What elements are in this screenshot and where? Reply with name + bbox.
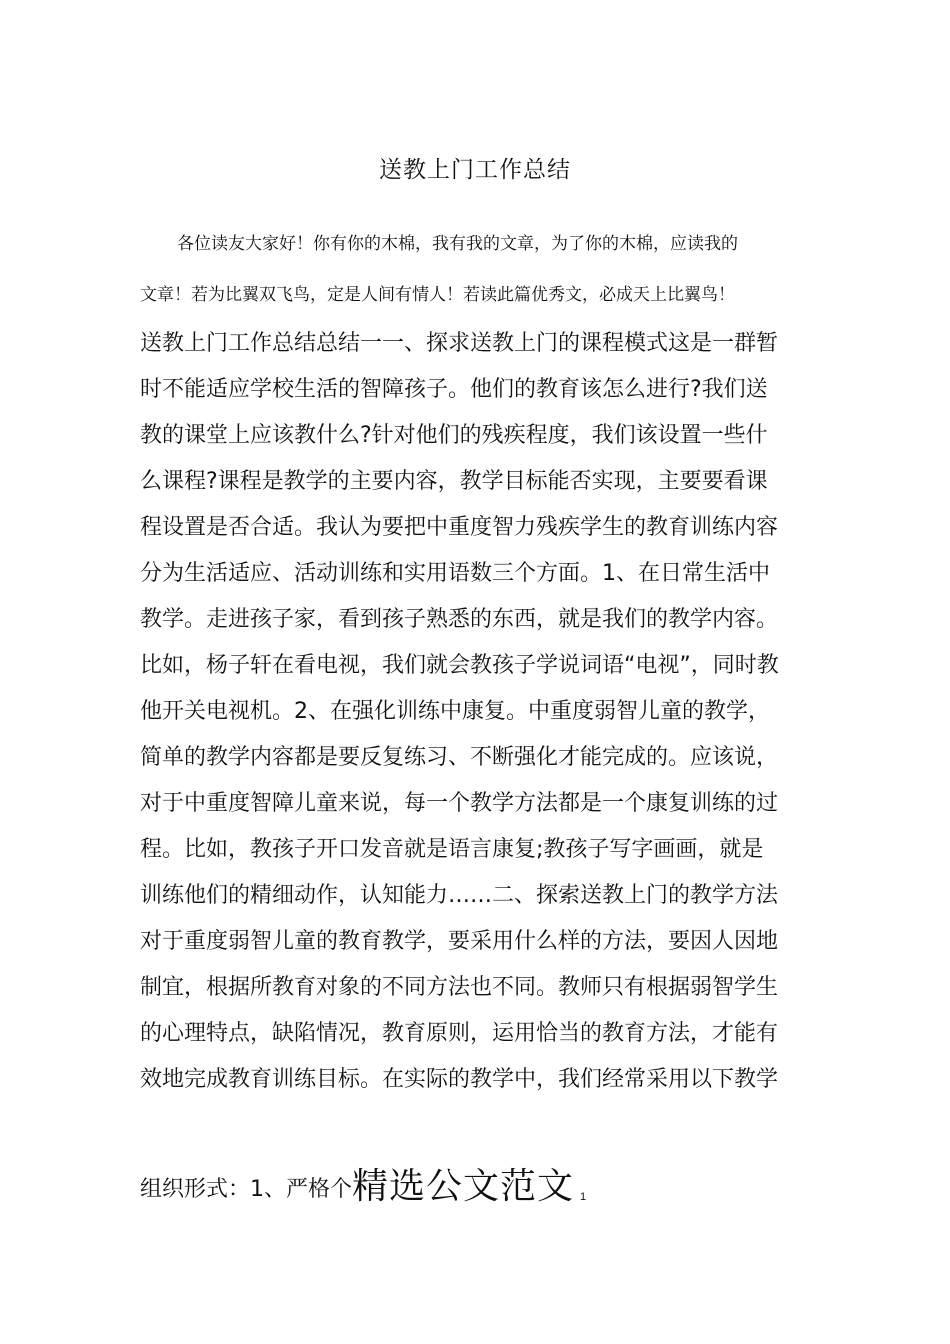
body-line: 教学。走进孩子家，看到孩子熟悉的东西，就是我们的教学内容。 (140, 607, 779, 632)
body-line: 程设置是否合适。我认为要把中重度智力残疾学生的教育训练内容 (140, 515, 779, 540)
body-line: 对于中重度智障儿童来说，每一个教学方法都是一个康复训练的过 (140, 791, 779, 816)
page-number: 1 (580, 1191, 587, 1203)
body-line: 时不能适应学校生活的智障孩子。他们的教育该怎么进行?我们送 (140, 377, 768, 402)
body-line: 分为生活适应、活动训练和实用语数三个方面。1、在日常生活中 (140, 561, 770, 586)
body-line: 训练他们的精细动作，认知能力……二、探索送教上门的教学方法 (140, 883, 779, 908)
last-line-text: 组织形式：1、严格个 (140, 1177, 352, 1202)
body-text (140, 321, 835, 1103)
body-line: 简单的教学内容都是要反复练习、不断强化才能完成的。应该说， (140, 745, 779, 770)
body-line: 对于重度弱智儿童的教育教学，要采用什么样的方法，要因人因地 (140, 929, 779, 954)
body-line: 他开关电视机。2、在强化训练中康复。中重度弱智儿童的教学， (140, 699, 770, 724)
body-line: 效地完成教育训练目标。在实际的教学中，我们经常采用以下教学 (140, 1067, 779, 1092)
watermark-text: 精选公文范文 (352, 1166, 575, 1207)
body-line: 的心理特点，缺陷情况，教育原则，运用恰当的教育方法，才能有 (140, 1021, 779, 1046)
last-body-line (140, 1164, 840, 1220)
body-line: 制宜，根据所教育对象的不同方法也不同。教师只有根据弱智学生 (140, 975, 779, 1000)
body-line: 么课程?课程是教学的主要内容，教学目标能否实现，主要要看课 (140, 469, 768, 494)
body-line: 送教上门工作总结总结一一、探求送教上门的课程模式这是一群暂 (140, 331, 779, 356)
greeting-line-1: 各位读友大家好！你有你的木棉，我有我的文章，为了你的木棉，应读我的 (177, 234, 738, 254)
body-line: 比如，杨子轩在看电视，我们就会教孩子学说词语“电视”，同时教 (140, 653, 779, 678)
body-line: 程。比如，教孩子开口发音就是语言康复;教孩子写字画画，就是 (140, 837, 764, 862)
document-title: 送教上门工作总结 (379, 157, 571, 183)
greeting-line-2: 文章！若为比翼双飞鸟，定是人间有情人！若读此篇优秀文，必成天上比翼鸟！ (140, 285, 735, 305)
body-line: 教的课堂上应该教什么?针对他们的残疾程度，我们该设置一些什 (140, 423, 768, 448)
